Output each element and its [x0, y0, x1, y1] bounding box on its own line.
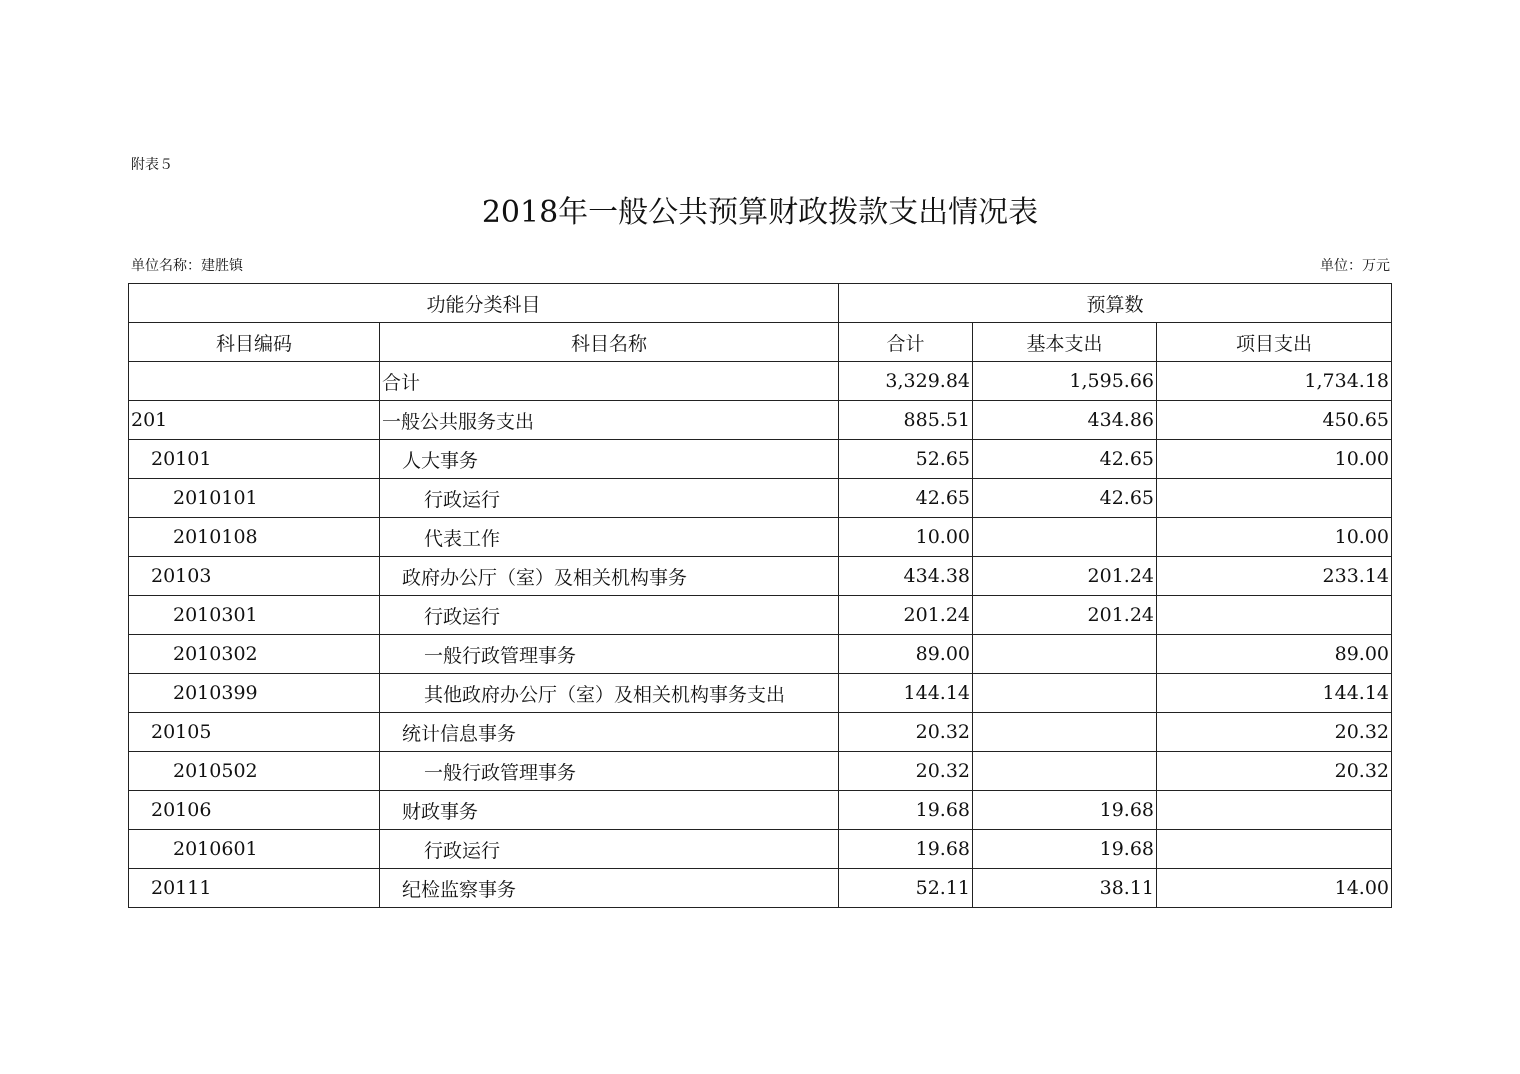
subject-code-cell: 20103 [129, 557, 380, 596]
total-amount-cell: 42.65 [839, 479, 973, 518]
subject-code-cell: 201 [129, 401, 380, 440]
subject-code-cell: 2010108 [129, 518, 380, 557]
subject-name-cell: 人大事务 [380, 440, 839, 479]
basic-expenditure-cell: 1,595.66 [973, 362, 1157, 401]
column-header-row [129, 323, 1392, 362]
basic-expenditure-cell: 201.24 [973, 557, 1157, 596]
table-row [129, 674, 1392, 713]
subject-code-cell: 20111 [129, 869, 380, 908]
table-row [129, 440, 1392, 479]
basic-expenditure-cell [973, 518, 1157, 557]
basic-expenditure-cell [973, 674, 1157, 713]
subject-code-cell: 2010502 [129, 752, 380, 791]
subject-code-cell: 2010399 [129, 674, 380, 713]
total-amount-cell: 201.24 [839, 596, 973, 635]
table-row [129, 557, 1392, 596]
appendix-label: 附表５ [131, 157, 173, 173]
subject-name-cell: 合计 [380, 362, 839, 401]
total-amount-cell: 3,329.84 [839, 362, 973, 401]
currency-unit-label: 单位：万元 [1320, 258, 1390, 274]
subject-name-cell: 一般行政管理事务 [380, 752, 839, 791]
total-amount-cell: 10.00 [839, 518, 973, 557]
functional-classification-header: 功能分类科目 [129, 284, 839, 323]
project-expenditure-cell [1157, 830, 1392, 869]
subject-code-cell: 2010601 [129, 830, 380, 869]
subject-code-cell [129, 362, 380, 401]
basic-expenditure-cell [973, 752, 1157, 791]
page-title: 2018年一般公共预算财政拨款支出情况表 [481, 195, 1039, 230]
basic-expenditure-column-header: 基本支出 [973, 323, 1157, 362]
table-body [129, 362, 1392, 908]
subject-code-cell: 2010302 [129, 635, 380, 674]
project-expenditure-cell: 144.14 [1157, 674, 1392, 713]
subject-name-cell: 财政事务 [380, 791, 839, 830]
total-amount-cell: 20.32 [839, 752, 973, 791]
project-expenditure-cell: 233.14 [1157, 557, 1392, 596]
project-expenditure-cell [1157, 791, 1392, 830]
table-row [129, 401, 1392, 440]
table-row [129, 830, 1392, 869]
basic-expenditure-cell [973, 635, 1157, 674]
name-column-header: 科目名称 [380, 323, 839, 362]
basic-expenditure-cell [973, 713, 1157, 752]
subject-name-cell: 代表工作 [380, 518, 839, 557]
total-amount-cell: 434.38 [839, 557, 973, 596]
project-expenditure-cell: 20.32 [1157, 713, 1392, 752]
project-expenditure-cell: 10.00 [1157, 440, 1392, 479]
subject-code-cell: 2010101 [129, 479, 380, 518]
project-expenditure-cell: 10.00 [1157, 518, 1392, 557]
subject-name-cell: 纪检监察事务 [380, 869, 839, 908]
subject-name-cell: 一般行政管理事务 [380, 635, 839, 674]
project-expenditure-cell [1157, 596, 1392, 635]
total-column-header: 合计 [839, 323, 973, 362]
basic-expenditure-cell: 434.86 [973, 401, 1157, 440]
basic-expenditure-cell: 19.68 [973, 791, 1157, 830]
basic-expenditure-cell: 38.11 [973, 869, 1157, 908]
subject-code-cell: 20106 [129, 791, 380, 830]
group-header-row [129, 284, 1392, 323]
subject-code-cell: 20101 [129, 440, 380, 479]
project-expenditure-cell: 89.00 [1157, 635, 1392, 674]
subject-code-cell: 2010301 [129, 596, 380, 635]
table-row [129, 362, 1392, 401]
total-amount-cell: 52.11 [839, 869, 973, 908]
subject-name-cell: 一般公共服务支出 [380, 401, 839, 440]
total-amount-cell: 52.65 [839, 440, 973, 479]
project-expenditure-cell: 20.32 [1157, 752, 1392, 791]
subject-name-cell: 行政运行 [380, 479, 839, 518]
basic-expenditure-cell: 42.65 [973, 479, 1157, 518]
table-row [129, 869, 1392, 908]
table-row [129, 518, 1392, 557]
table-row [129, 635, 1392, 674]
project-expenditure-cell: 1,734.18 [1157, 362, 1392, 401]
subject-name-cell: 行政运行 [380, 830, 839, 869]
subject-name-cell: 统计信息事务 [380, 713, 839, 752]
table-row [129, 596, 1392, 635]
subject-name-cell: 行政运行 [380, 596, 839, 635]
subject-name-cell: 政府办公厅（室）及相关机构事务 [380, 557, 839, 596]
table-row [129, 752, 1392, 791]
unit-name-label: 单位名称：建胜镇 [131, 258, 243, 274]
table-row [129, 479, 1392, 518]
basic-expenditure-cell: 19.68 [973, 830, 1157, 869]
project-expenditure-cell [1157, 479, 1392, 518]
table-row [129, 791, 1392, 830]
code-column-header: 科目编码 [129, 323, 380, 362]
subject-name-cell: 其他政府办公厅（室）及相关机构事务支出 [380, 674, 839, 713]
total-amount-cell: 19.68 [839, 791, 973, 830]
subject-code-cell: 20105 [129, 713, 380, 752]
budget-amount-header: 预算数 [839, 284, 1392, 323]
total-amount-cell: 144.14 [839, 674, 973, 713]
table-row [129, 713, 1392, 752]
total-amount-cell: 89.00 [839, 635, 973, 674]
project-expenditure-cell: 450.65 [1157, 401, 1392, 440]
basic-expenditure-cell: 42.65 [973, 440, 1157, 479]
project-expenditure-column-header: 项目支出 [1157, 323, 1392, 362]
total-amount-cell: 885.51 [839, 401, 973, 440]
total-amount-cell: 19.68 [839, 830, 973, 869]
basic-expenditure-cell: 201.24 [973, 596, 1157, 635]
project-expenditure-cell: 14.00 [1157, 869, 1392, 908]
total-amount-cell: 20.32 [839, 713, 973, 752]
budget-table [128, 283, 1392, 908]
